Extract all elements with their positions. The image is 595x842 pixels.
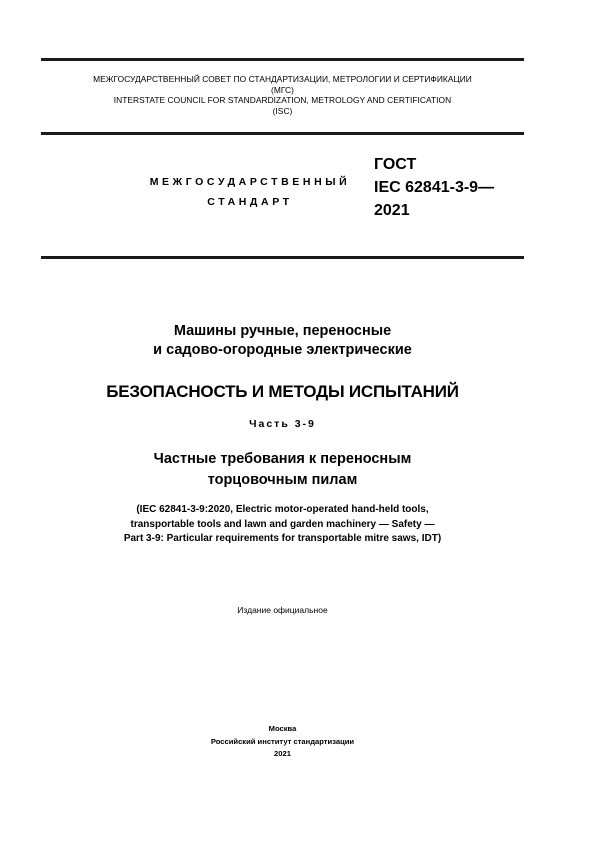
safety-heading-text: БЕЗОПАСНОСТЬ И МЕТОДЫ ИСПЫТАНИЙ [106, 382, 459, 401]
part-title-line1: Частные требования к переносным [153, 451, 412, 467]
document-title [41, 322, 524, 360]
iec-reference-line3: Part 3-9: Particular requirements for transportable mitre saws, IDT) [123, 533, 442, 544]
safety-heading [41, 380, 524, 404]
council-divider [41, 132, 524, 135]
gost-designation: IEC 62841-3-9— [374, 179, 495, 196]
standard-kind [130, 172, 370, 212]
publisher-city: Москва [268, 724, 297, 733]
title-line2: и садово-огородные электрические [153, 342, 412, 358]
edition-note [41, 604, 524, 616]
council-abbr-en: (ISC) [272, 106, 293, 117]
title-line1: Машины ручные, переносные [173, 323, 392, 339]
council-name-ru: МЕЖГОСУДАРСТВЕННЫЙ СОВЕТ ПО СТАНДАРТИЗАЦИИ, МЕТРОЛОГИИ И СЕРТИФИКАЦИИ [93, 74, 472, 84]
part-label [41, 416, 524, 432]
part-title-line2: торцовочным пилам [207, 472, 358, 488]
standard-kind-line1: МЕЖГОСУДАРСТВЕННЫЙ [149, 176, 351, 188]
council-name-en: INTERSTATE COUNCIL FOR STANDARDIZATION, METROLOGY AND CERTIFICATION [113, 95, 452, 106]
council-abbr-ru: (МГС) [270, 84, 294, 95]
standard-number [374, 153, 494, 222]
iec-reference [41, 503, 524, 547]
council-header [41, 74, 524, 117]
part-title [41, 449, 524, 491]
publisher-institute: Российский институт стандартизации [210, 736, 355, 746]
publisher-year: 2021 [274, 749, 291, 758]
iec-reference-line1: (IEC 62841-3-9:2020, Electric motor-operated hand-held tools, [136, 504, 429, 515]
gost-year: 2021 [374, 202, 410, 219]
standard-kind-line2: СТАНДАРТ [207, 196, 293, 208]
publisher-info [41, 723, 524, 761]
part-label-text: Часть 3-9 [249, 418, 316, 430]
edition-text: Издание официальное [237, 605, 328, 615]
top-divider [41, 58, 524, 61]
iec-reference-line2: transportable tools and lawn and garden machinery — Safety — [130, 518, 435, 530]
standard-divider [41, 256, 524, 259]
gost-label: ГОСТ [374, 156, 417, 173]
